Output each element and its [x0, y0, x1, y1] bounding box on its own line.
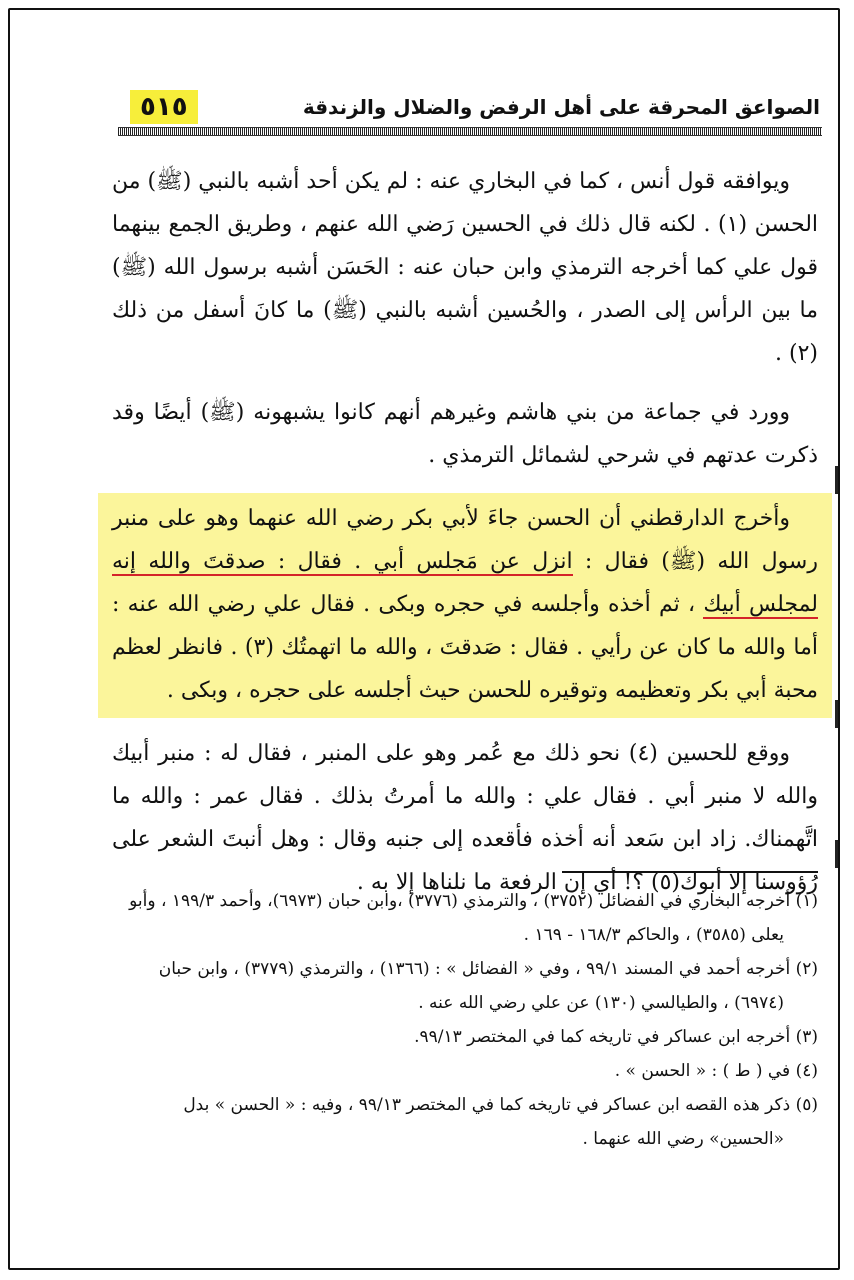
running-title: الصواعق المحرقة على أهل الرفض والضلال والزندقة [302, 95, 820, 119]
footnote-5: (٥) ذكر هذه القصه ابن عساكر في تاريخه كما في المختصر ٩٩/١٣ ، وفيه : « الحسن » بدل «الحسين» رضي الله عنهما . [183, 1095, 818, 1149]
footnote-1: (١) أخرجه البخاري في الفضائل (٣٧٥٢) ، والترمذي (٣٧٧٦) ،وابن حبان (٦٩٧٣)، وأحمد ١٩٩/٣ ، وأبو يعلى (٣٥٨٥) ، والحاكم ١٦٨/٣ - ١٦٩ . [129, 891, 818, 945]
margin-mark [835, 700, 838, 728]
paragraph-1: ويوافقه قول أنس ، كما في البخاري عنه : لم يكن أحد أشبه بالنبي (ﷺ) من الحسن (١) . لكنه قال ذلك في الحسين رَضي الله عنهم ، وطريق الجمع بينهما قول علي كما أخرجه الترمذي وابن حبان عنه : الحَسَن أشبه برسول الله (ﷺ) ما بين الرأس إلى الصدر ، والحُسين أشبه بالنبي (ﷺ) ما كانَ أسفل من ذلك (٢) . [112, 169, 819, 366]
footnotes-separator [562, 871, 818, 873]
footnote-4: (٤) في ( ط ) : « الحسن » . [614, 1061, 818, 1081]
header-rule [118, 127, 822, 136]
paragraph-2: وورد في جماعة من بني هاشم وغيرهم أنهم كانوا يشبهونه (ﷺ) أيضًا وقد ذكرت عدتهم في شرحي لشمائل الترمذي . [112, 400, 818, 468]
margin-mark [835, 840, 838, 868]
underlined-quote: انزل عن مَجلس أبي . فقال : صدقتَ والله إنه لمجلس أبيك [112, 549, 818, 617]
footnote-3: (٣) أخرجه ابن عساكر في تاريخه كما في المختصر ٩٩/١٣. [414, 1027, 818, 1047]
highlighted-paragraph [98, 493, 832, 718]
paragraph-4: ووقع للحسين (٤) نحو ذلك مع عُمر وهو على المنبر ، فقال له : منبر أبيك والله لا منبر أبي . فقال علي : والله ما أمرتُ بذلك . فقال عمر : والله ما اتَّهمناك. زاد ابن سَعد أنه أخذه فأقعده إلى جنبه وقال : وهل أنبتَ الشعر على رُؤوسنا إلا أبوك(٥) ؟! أي إن الرفعة ما نلناها إلا به . [112, 741, 818, 895]
footnotes [112, 884, 818, 1156]
highlighted-text-start: وأخرج الدارقطني أن الحسن جاءَ لأبي بكر رضي الله عنهما وهو على منبر رسول الله (ﷺ) فقال : [112, 506, 818, 574]
main-text [112, 160, 818, 920]
page-header [118, 84, 820, 128]
margin-mark [835, 466, 838, 494]
page-number: ٥١٥ [130, 90, 198, 124]
highlighted-text-end: ، ثم أخذه وأجلسه في حجره وبكى . فقال علي رضي الله عنه : أما والله ما كان عن رأيي . فقال : صَدقتَ ، والله ما اتهمتُك (٣) . فانظر لعظم محبة أبي بكر وتعظيمه وتوقيره للحسن حيث أجلسه على حجره ، وبكى . [112, 592, 818, 703]
footnote-2: (٢) أخرجه أحمد في المسند ٩٩/١ ، وفي « الفضائل » : (١٣٦٦) ، والترمذي (٣٧٧٩) ، وابن حبان (٦٩٧٤) ، والطيالسي (١٣٠) عن علي رضي الله عنه . [158, 959, 818, 1013]
